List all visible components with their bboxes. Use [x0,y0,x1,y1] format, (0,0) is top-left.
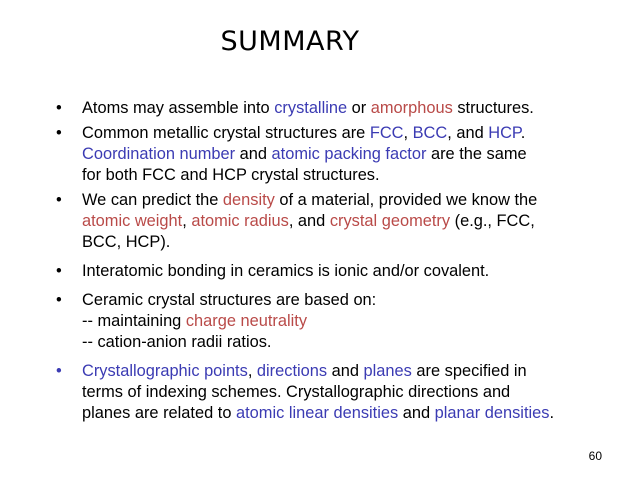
text-run: and [235,145,272,163]
text-run: of a material, provided we know the [274,191,538,209]
term-amorphous: amorphous [370,99,453,117]
term-crystallographic-points: Crystallographic points [82,362,248,380]
bullet-dot-icon: • [56,362,62,380]
text-run: are specified in [411,362,527,380]
text-run: and [327,362,364,380]
text-run: , and [288,212,330,230]
text-run: We can predict the [82,191,223,209]
bullet-item-crystallographic [56,361,616,424]
text-run: Atoms may assemble into [82,99,275,117]
term-charge-neutrality: charge neutrality [185,312,308,330]
bullet-line [82,144,616,165]
bullet-line: Ceramic crystal structures are based on: [82,291,377,309]
bullet-line [82,98,616,119]
text-run: or [347,99,371,117]
term-crystal-geometry: crystal geometry [329,212,451,230]
bullet-dot-icon: • [56,262,62,280]
bullet-item-ceramic-bonding [56,261,616,282]
bullet-line [82,190,616,211]
summary-bullet-list [56,98,616,428]
bullet-dot-icon: • [56,291,62,309]
text-run: (e.g., FCC, [450,212,535,230]
bullet-item-density [56,190,616,253]
bullet-line [82,123,616,144]
bullet-line: BCC, HCP). [82,233,171,251]
bullet-dot-icon: • [56,99,62,117]
bullet-item-structures [56,98,616,119]
text-run: , [403,124,413,142]
term-atomic-weight: atomic weight [82,212,183,230]
bullet-line [82,211,616,232]
term-bcc: BCC [412,124,448,142]
term-density: density [222,191,275,209]
bullet-dot-icon: • [56,124,62,142]
text-run: -- maintaining [82,312,186,330]
text-run: planes are related to [82,404,236,422]
bullet-dot-icon: • [56,191,62,209]
text-run: . [520,124,526,142]
term-directions: directions [256,362,328,380]
term-planar-densities: planar densities [434,404,550,422]
text-run: , and [447,124,489,142]
term-planes: planes [363,362,412,380]
term-crystalline: crystalline [274,99,348,117]
text-run: and [398,404,435,422]
text-run: , [182,212,192,230]
bullet-line: terms of indexing schemes. Crystallographic directions and [82,383,511,401]
text-run: . [549,404,555,422]
term-fcc: FCC [369,124,404,142]
bullet-line [82,311,616,332]
text-run: , [247,362,257,380]
page-number: 60 [588,449,602,463]
term-atomic-packing-factor: atomic packing factor [271,145,427,163]
text-run: Common metallic crystal structures are [82,124,370,142]
bullet-item-metallic-structures [56,123,616,186]
bullet-line: -- cation-anion radii ratios. [82,333,272,351]
bullet-line: Interatomic bonding in ceramics is ionic and/or covalent. [82,262,490,280]
bullet-line [82,361,616,382]
bullet-line [82,403,616,424]
bullet-item-ceramic-structures [56,290,616,353]
term-atomic-radius: atomic radius [191,212,289,230]
bullet-line: for both FCC and HCP crystal structures. [82,166,380,184]
text-run: structures. [452,99,534,117]
term-atomic-linear-densities: atomic linear densities [236,404,399,422]
term-coordination-number: Coordination number [82,145,236,163]
text-run: are the same [426,145,527,163]
term-hcp: HCP [488,124,521,142]
slide-title: SUMMARY [220,26,360,57]
